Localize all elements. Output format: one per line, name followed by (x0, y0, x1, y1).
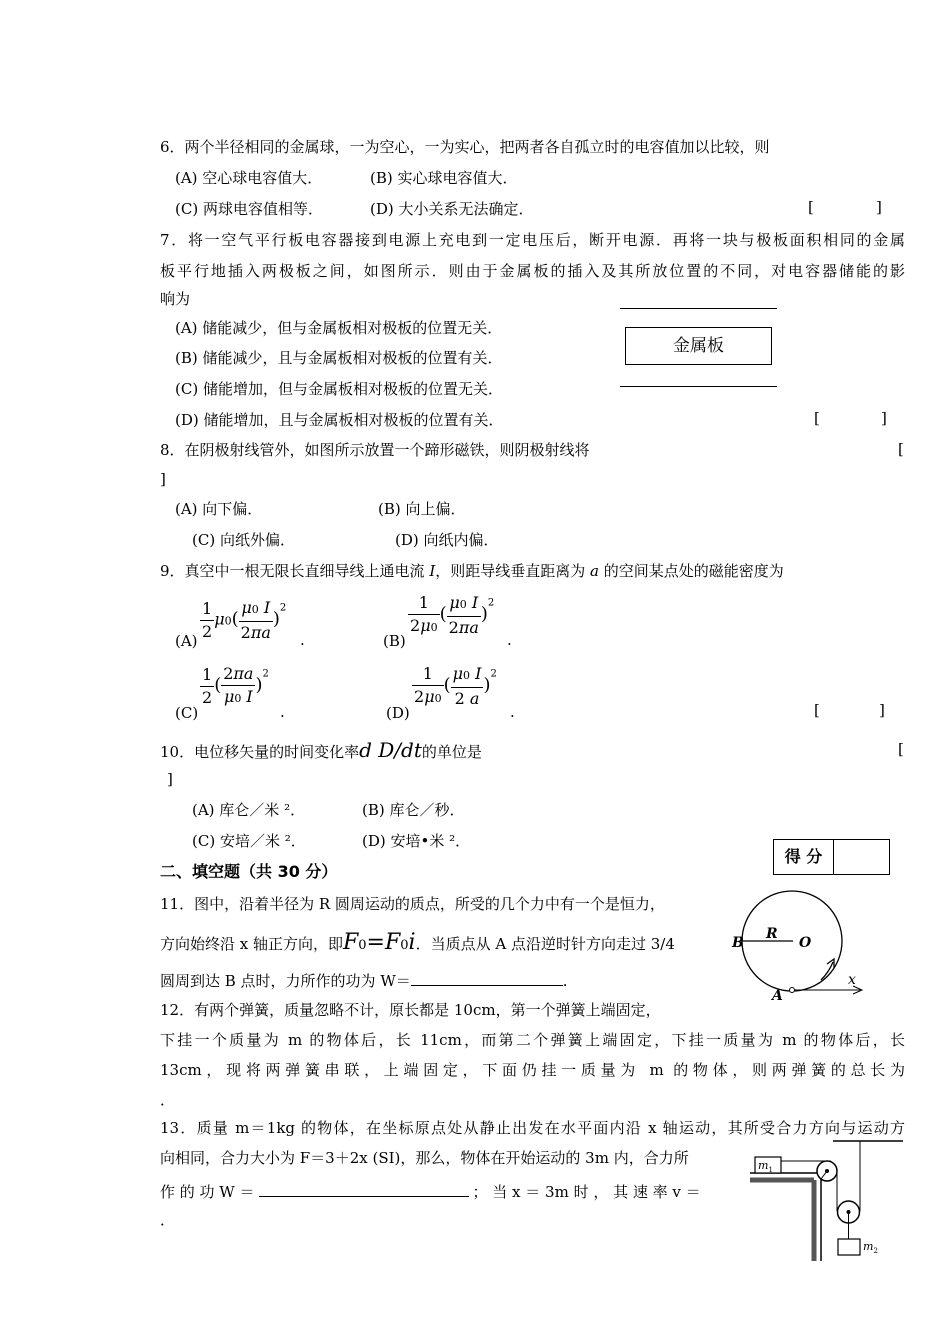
q7-option-b: (B) 储能减少，且与金属板相对极板的位置有关． (175, 349, 503, 367)
q7-stem-line1: 7．将一空气平行板电容器接到电源上充电到一定电压后，断开电源．再将一块与极板面积相同的金属 (160, 231, 905, 249)
q13-line3-part2: ； 当 x ＝ 3m 时 ， 其 速 率 v ＝ (472, 1183, 701, 1201)
q10-answer-bracket-close: ] (167, 770, 173, 788)
q11-line2-part1: 方向始终沿 x 轴正方向，即 (160, 935, 343, 953)
label-r: R (766, 926, 778, 942)
q11-force-expression: F0=F0i (343, 930, 416, 955)
q13-line1: 13．质量 m＝1kg 的物体，在坐标原点处从静止出发在水平面内沿 x 轴运动，其所受合力方向与运动方 (160, 1119, 905, 1137)
score-field[interactable] (834, 840, 889, 874)
q9-option-b-period: . (507, 631, 512, 649)
q7-option-c: (C) 储能增加，但与金属板相对极板的位置无关． (175, 380, 503, 398)
q11-line3-text: 圆周到达 B 点时，力所作的功为 W＝ (160, 972, 411, 990)
q9-answer-bracket-open: [ (814, 701, 820, 719)
capacitor-bottom-plate (620, 386, 777, 387)
q9-option-d-formula: $\frac{1}{2\mu 0}$ ( $\frac{\mu 0 I}{2 a}$ )$^2$ (414, 664, 497, 708)
q12-line3: 13cm，现将两弹簧串联，上端固定，下面仍挂一质量为 m 的物体，则两弹簧的总长为 (160, 1061, 905, 1079)
capacitor-figure (620, 305, 780, 395)
q9-stem-part3: 的空间某点处的磁能密度为 (599, 562, 784, 580)
q9-option-a-formula: $\frac{1}{2}$ μ0( $\frac{\mu 0 I}{2\pi a}$ )$^2$ (202, 598, 287, 642)
q9-option-b-formula: $\frac{1}{2\mu 0}$ ( $\frac{\mu 0 I}{2\pi a}$ )$^2$ (410, 593, 495, 637)
q7-option-d: (D) 储能增加，且与金属板相对极板的位置有关． (175, 411, 504, 429)
q9-answer-bracket-close: ] (879, 701, 885, 719)
q8-option-c: (C) 向纸外偏． (192, 531, 295, 549)
label-m2: $m_2$ (863, 1240, 878, 1255)
circle-motion-figure (725, 888, 870, 1006)
q12-line2: 下挂一个质量为 m 的物体后，长 11cm，而第二个弹簧上端固定，下挂一质量为 m 的物体后，长 (160, 1031, 905, 1049)
label-x: x (848, 972, 856, 988)
q11-answer-blank[interactable] (411, 969, 563, 986)
metal-plate-label: 金属板 (673, 336, 724, 356)
score-box (773, 839, 890, 875)
q6-stem: 6．两个半径相同的金属球，一为空心，一为实心，把两者各自孤立时的电容值加以比较，则 (160, 138, 770, 156)
q9-stem-part1: 9．真空中一根无限长直细导线上通电流 (160, 562, 430, 580)
q10-option-c: (C) 安培／米 ²． (192, 832, 306, 850)
q9-stem-current: I (429, 562, 436, 580)
q9-option-c-period: . (280, 703, 285, 721)
section-2-title: 二、填空题（共 30 分） (160, 862, 338, 881)
q10-option-b: (B) 库仑／秒． (362, 801, 465, 819)
q10-option-a: (A) 库仑／米 ²． (192, 801, 306, 819)
q9-stem (160, 561, 784, 581)
score-label: 得 分 (774, 840, 834, 874)
q6-answer-bracket-close: ] (876, 198, 882, 216)
q9-option-d-label: (D) (386, 704, 410, 722)
q7-option-a: (A) 储能减少，但与金属板相对极板的位置无关． (175, 319, 503, 337)
q6-option-d: (D) 大小关系无法确定． (370, 200, 534, 218)
pulley-figure (745, 1135, 905, 1265)
q9-option-a-label: (A) (175, 632, 198, 650)
q10-expression: d D/dt (359, 738, 422, 762)
q10-stem-part1: 10．电位移矢量的时间变化率 (160, 743, 360, 761)
q11-line1: 11．图中，沿着半径为 R 圆周运动的质点，所受的几个力中有一个是恒力， (160, 895, 665, 913)
q8-answer-bracket-open: [ (898, 440, 904, 458)
q7-stem-line2: 板平行地插入两极板之间，如图所示．则由于金属板的插入及其所放位置的不同，对电容器储能的影 (160, 262, 905, 280)
q9-option-c-label: (C) (175, 704, 199, 722)
label-a: A (772, 988, 783, 1004)
q13-work-answer-blank[interactable] (259, 1180, 469, 1197)
q8-option-a: (A) 向下偏． (175, 500, 263, 518)
q11-line2 (160, 930, 675, 956)
capacitor-top-plate (620, 308, 777, 309)
q11-line3: 圆周到达 B 点时，力所作的功为 W＝ . (160, 969, 568, 991)
label-m1: $m_1$ (758, 1159, 773, 1174)
q12-line4: ． (160, 1091, 176, 1109)
q6-option-b: (B) 实心球电容值大． (370, 169, 518, 187)
q7-stem-line3: 响为 (160, 290, 191, 308)
q13-line2: 向相同，合力大小为 F＝3＋2x (SI)，那么，物体在开始运动的 3m 内，合力所 (160, 1149, 689, 1167)
q9-option-a-period: . (300, 631, 305, 649)
q10-answer-bracket-open: [ (898, 740, 904, 758)
q6-answer-bracket-open: [ (808, 198, 814, 216)
q12-line1: 12．有两个弹簧，质量忽略不计，原长都是 10cm，第一个弹簧上端固定， (160, 1001, 661, 1019)
q10-option-d: (D) 安培•米 ²． (362, 832, 471, 850)
q13-line4: ． (160, 1211, 176, 1229)
q9-option-b-label: (B) (383, 632, 406, 650)
q7-answer-bracket-close: ] (881, 409, 887, 427)
q13-line3 (160, 1180, 701, 1202)
q13-line3-part1: 作 的 功 W ＝ (160, 1183, 255, 1201)
label-b: B (732, 935, 744, 951)
q9-option-d-period: . (510, 703, 515, 721)
q9-option-c-formula: $\frac{1}{2}$ ( $\frac{2\pi a}{\mu 0 I}$ )$^2$ (202, 664, 269, 707)
point-a-marker (790, 988, 795, 993)
q10-stem (160, 740, 482, 762)
q9-stem-distance: a (590, 562, 599, 580)
label-o: O (799, 935, 812, 951)
q9-stem-part2: ，则距导线垂直距离为 (435, 562, 591, 580)
block-m2 (838, 1239, 860, 1255)
q6-option-c: (C) 两球电容值相等． (175, 200, 323, 218)
q7-answer-bracket-open: [ (814, 409, 820, 427)
q10-stem-part2: 的单位是 (421, 743, 482, 761)
q8-answer-bracket-close: ] (160, 470, 166, 488)
q8-stem: 8．在阴极射线管外，如图所示放置一个蹄形磁铁，则阴极射线将 (160, 441, 590, 459)
metal-plate-box (625, 327, 772, 365)
q8-option-b: (B) 向上偏． (378, 500, 466, 518)
q8-option-d: (D) 向纸内偏． (395, 531, 499, 549)
q6-option-a: (A) 空心球电容值大． (175, 169, 323, 187)
q11-line2-part2: ．当质点从 A 点沿逆时针方向走过 3/4 (415, 935, 675, 953)
